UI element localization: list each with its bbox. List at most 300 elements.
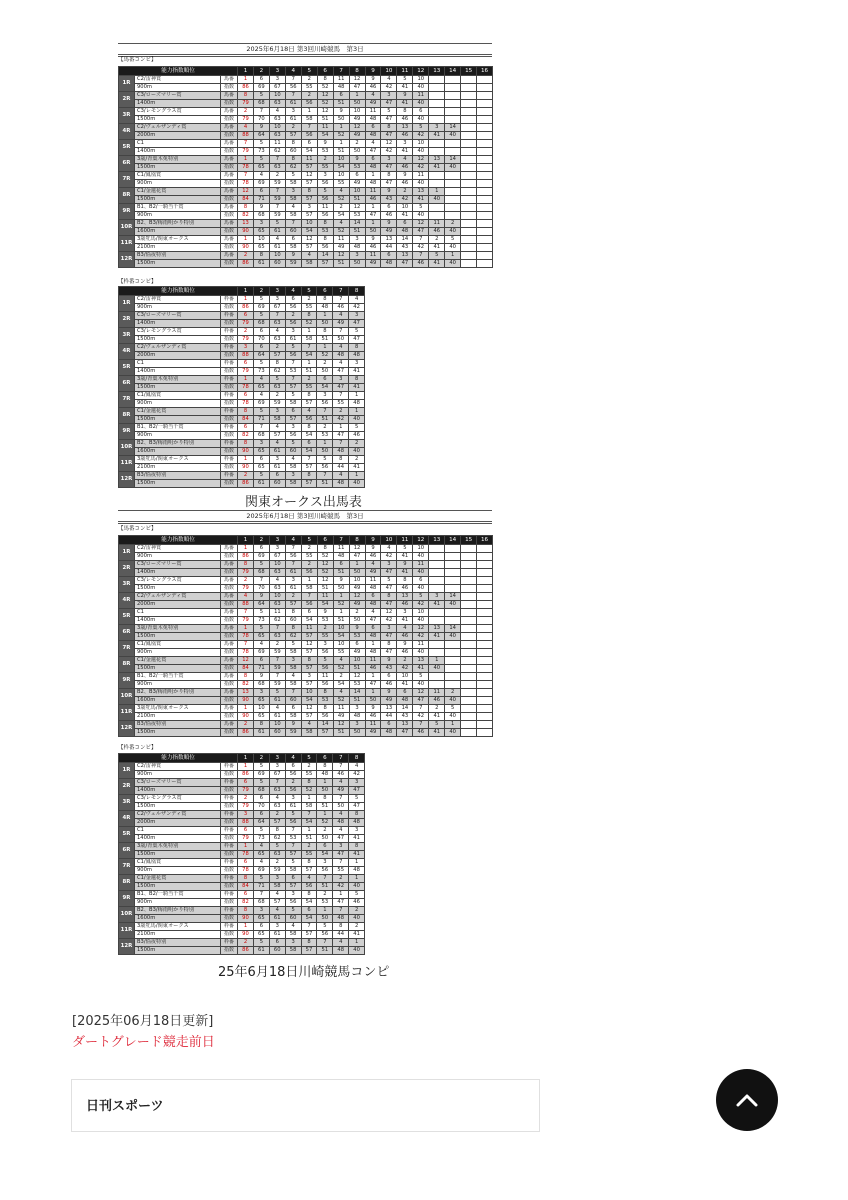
chevron-up-icon [735, 1092, 759, 1108]
row-kind: 馬番 [221, 705, 238, 713]
comp-number: 12 [349, 124, 365, 132]
comp-index [477, 729, 493, 737]
comp-index: 40 [349, 480, 365, 488]
comp-number: 1 [238, 705, 254, 713]
comp-number: 8 [238, 440, 254, 448]
comp-index: 53 [317, 899, 333, 907]
comp-number: 9 [397, 92, 413, 100]
race-row-index [119, 304, 365, 312]
comp-number: 10 [333, 625, 349, 633]
comp-number: 6 [285, 408, 301, 416]
comp-number: 2 [333, 875, 349, 883]
comp-number: 7 [253, 577, 269, 585]
rank-header: 6 [317, 754, 333, 763]
comp-number: 2 [445, 220, 461, 228]
race-name: B2、B3/梅雨明かり特別 [135, 689, 221, 697]
comp-number: 7 [301, 124, 317, 132]
race-number: 2R [119, 312, 135, 328]
rank-header: 8 [349, 287, 365, 296]
race-name: C2/雷神賞 [135, 763, 221, 771]
comp-index: 69 [253, 304, 269, 312]
comp-number: 11 [317, 124, 333, 132]
row-kind: 枠番 [221, 456, 238, 464]
comp-number: 5 [349, 795, 365, 803]
comp-index: 90 [238, 228, 254, 236]
comp-index: 47 [365, 148, 381, 156]
row-kind: 指数 [221, 132, 238, 140]
comp-number [477, 172, 493, 180]
comp-index: 47 [381, 180, 397, 188]
race-distance: 2100m [135, 713, 221, 721]
comp-index: 54 [301, 432, 317, 440]
comp-number: 7 [317, 939, 333, 947]
comp-number: 5 [317, 657, 333, 665]
comp-number: 4 [269, 236, 285, 244]
comp-number: 7 [285, 376, 301, 384]
source-box [71, 1079, 540, 1132]
race-row-number [119, 609, 493, 617]
row-kind: 指数 [221, 947, 238, 955]
comp-number [445, 577, 461, 585]
rank-header: 5 [301, 754, 317, 763]
race-row-index [119, 649, 493, 657]
comp-number: 2 [285, 124, 301, 132]
race-row-number [119, 312, 365, 320]
comp-index: 57 [301, 164, 317, 172]
race-distance: 1400m [135, 100, 221, 108]
comp-number: 5 [269, 843, 285, 851]
comp-index: 47 [381, 601, 397, 609]
comp-number [477, 92, 493, 100]
comp-index: 61 [285, 116, 301, 124]
comp-number: 6 [253, 923, 269, 931]
comp-index: 47 [381, 585, 397, 593]
rank-header: 3 [269, 754, 285, 763]
comp-index: 79 [238, 569, 254, 577]
race-number: 3R [119, 577, 135, 593]
comp-index: 42 [381, 148, 397, 156]
row-kind: 指数 [221, 448, 238, 456]
comp-number: 9 [365, 236, 381, 244]
comp-index [461, 585, 477, 593]
row-kind: 指数 [221, 617, 238, 625]
race-distance: 1500m [135, 633, 221, 641]
comp-index: 61 [285, 336, 301, 344]
comp-index: 56 [285, 432, 301, 440]
comp-index: 71 [253, 665, 269, 673]
race-name: C3/ローズマリー賞 [135, 779, 221, 787]
comp-index: 47 [333, 368, 349, 376]
row-kind: 指数 [221, 601, 238, 609]
comp-index: 51 [333, 617, 349, 625]
comp-index: 41 [429, 729, 445, 737]
comp-number: 4 [381, 545, 397, 553]
race-row-index [119, 617, 493, 625]
comp-number: 4 [269, 440, 285, 448]
comp-number: 3 [253, 907, 269, 915]
comp-index: 65 [253, 851, 269, 859]
comp-number: 6 [269, 472, 285, 480]
comp-number: 3 [349, 312, 365, 320]
comp-number: 8 [317, 328, 333, 336]
comp-index [461, 713, 477, 721]
comp-number: 5 [381, 577, 397, 585]
comp-number: 3 [285, 577, 301, 585]
row-kind: 指数 [221, 212, 238, 220]
comp-number: 1 [317, 907, 333, 915]
comp-index: 40 [445, 244, 461, 252]
comp-index: 57 [301, 633, 317, 641]
comp-number: 8 [317, 76, 333, 84]
row-kind: 指数 [221, 771, 238, 779]
comp-number: 4 [349, 763, 365, 771]
comp-number: 6 [269, 939, 285, 947]
race-name: C1 [135, 609, 221, 617]
comp-number: 7 [285, 827, 301, 835]
row-kind: 馬番 [221, 220, 238, 228]
comp-number [461, 705, 477, 713]
comp-index: 79 [238, 787, 254, 795]
comp-number: 6 [238, 392, 254, 400]
race-row-index [119, 416, 365, 424]
race-number: 9R [119, 673, 135, 689]
comp-index: 79 [238, 100, 254, 108]
race-distance: 1500m [135, 480, 221, 488]
comp-index: 40 [429, 665, 445, 673]
comp-index: 47 [381, 132, 397, 140]
comp-index: 56 [317, 931, 333, 939]
race-row-number [119, 328, 365, 336]
comp-number: 9 [397, 641, 413, 649]
race-name: B1、B2/一騎当千賞 [135, 204, 221, 212]
comp-index: 79 [238, 368, 254, 376]
comp-number: 3 [397, 609, 413, 617]
comp-index: 41 [349, 464, 365, 472]
rank-header: 8 [349, 754, 365, 763]
rank-header: 8 [349, 67, 365, 76]
table-header-label: 能力指数順位 [119, 754, 238, 763]
comp-number: 13 [397, 252, 413, 260]
race-row-number [119, 76, 493, 84]
row-kind: 馬番 [221, 156, 238, 164]
comp-number: 3 [285, 657, 301, 665]
comp-number: 6 [253, 188, 269, 196]
comp-number: 14 [445, 124, 461, 132]
row-kind: 指数 [221, 320, 238, 328]
comp-index: 46 [349, 432, 365, 440]
comp-number: 10 [269, 561, 285, 569]
row-kind: 指数 [221, 116, 238, 124]
comp-index: 82 [238, 432, 254, 440]
comp-index: 55 [317, 633, 333, 641]
comp-number: 5 [381, 108, 397, 116]
race-row-index [119, 132, 493, 140]
comp-number: 7 [285, 689, 301, 697]
race-number: 4R [119, 124, 135, 140]
comp-index: 42 [333, 416, 349, 424]
race-number: 5R [119, 827, 135, 843]
race-number: 10R [119, 220, 135, 236]
comp-number: 7 [253, 891, 269, 899]
race-row-index [119, 771, 365, 779]
comp-number [477, 124, 493, 132]
comp-index: 58 [301, 260, 317, 268]
comp-number: 8 [333, 456, 349, 464]
comp-number: 1 [349, 875, 365, 883]
comp-index: 40 [445, 601, 461, 609]
row-kind: 指数 [221, 697, 238, 705]
comp-index: 53 [285, 835, 301, 843]
rank-header: 15 [461, 536, 477, 545]
comp-number: 5 [397, 545, 413, 553]
row-kind: 馬番 [221, 236, 238, 244]
race-distance: 1400m [135, 617, 221, 625]
comp-index: 51 [349, 228, 365, 236]
comp-number [461, 625, 477, 633]
comp-index: 42 [413, 713, 429, 721]
comp-number: 11 [413, 92, 429, 100]
comp-number [477, 252, 493, 260]
race-row-number [119, 641, 493, 649]
comp-index: 58 [285, 480, 301, 488]
comp-index: 84 [238, 665, 254, 673]
comp-number: 5 [413, 204, 429, 212]
rank-header: 4 [285, 754, 301, 763]
race-distance: 1400m [135, 148, 221, 156]
race-name: B1、B2/一騎当千賞 [135, 424, 221, 432]
row-kind: 指数 [221, 787, 238, 795]
comp-number: 7 [285, 843, 301, 851]
comp-index: 48 [349, 400, 365, 408]
row-kind: 指数 [221, 553, 238, 561]
comp-number: 2 [317, 156, 333, 164]
race-number: 8R [119, 188, 135, 204]
comp-index: 60 [285, 228, 301, 236]
comp-number: 8 [381, 641, 397, 649]
comp-number: 12 [317, 92, 333, 100]
comp-number: 1 [445, 252, 461, 260]
row-kind: 指数 [221, 400, 238, 408]
comp-index: 46 [333, 304, 349, 312]
comp-index: 58 [269, 883, 285, 891]
comp-number: 5 [413, 124, 429, 132]
comp-number: 5 [349, 424, 365, 432]
frame-comp-label-1: 【枠番コンピ】 [118, 279, 157, 285]
comp-number: 8 [381, 593, 397, 601]
comp-number: 13 [238, 689, 254, 697]
comp-number: 11 [365, 577, 381, 585]
race-row-index [119, 803, 365, 811]
comp-index: 69 [253, 84, 269, 92]
comp-index: 79 [238, 585, 254, 593]
comp-index: 67 [269, 84, 285, 92]
comp-index: 48 [333, 915, 349, 923]
race-distance: 1500m [135, 803, 221, 811]
race-distance: 2000m [135, 132, 221, 140]
comp-index: 40 [413, 569, 429, 577]
comp-index: 56 [317, 180, 333, 188]
comp-number: 6 [253, 456, 269, 464]
comp-index: 55 [317, 164, 333, 172]
row-kind: 枠番 [221, 875, 238, 883]
race-row-index [119, 713, 493, 721]
comp-number: 4 [253, 376, 269, 384]
race-number: 7R [119, 859, 135, 875]
table-header-label: 能力指数順位 [119, 67, 238, 76]
comp-index: 51 [317, 480, 333, 488]
comp-index: 48 [349, 867, 365, 875]
row-kind: 指数 [221, 729, 238, 737]
horse-comp-label-1: 【馬番コンピ】 [118, 57, 157, 63]
comp-index [477, 601, 493, 609]
row-kind: 馬番 [221, 92, 238, 100]
comp-number: 5 [285, 811, 301, 819]
comp-number: 5 [285, 172, 301, 180]
comp-number [477, 204, 493, 212]
comp-index: 51 [317, 585, 333, 593]
comp-index: 71 [253, 416, 269, 424]
comp-index: 73 [253, 148, 269, 156]
comp-number: 8 [301, 859, 317, 867]
comp-index: 54 [333, 212, 349, 220]
comp-number: 5 [253, 472, 269, 480]
comp-index: 61 [269, 697, 285, 705]
comp-index [477, 633, 493, 641]
row-kind: 指数 [221, 633, 238, 641]
comp-number: 7 [333, 907, 349, 915]
comp-index: 61 [269, 713, 285, 721]
comp-index: 57 [301, 665, 317, 673]
comp-number: 7 [269, 673, 285, 681]
comp-number: 11 [365, 721, 381, 729]
back-to-top-button[interactable] [716, 1069, 778, 1131]
race-number: 8R [119, 657, 135, 673]
race-distance: 1500m [135, 947, 221, 955]
comp-number: 8 [253, 721, 269, 729]
comp-index: 41 [397, 681, 413, 689]
row-kind: 枠番 [221, 795, 238, 803]
comp-index: 79 [238, 835, 254, 843]
article-link[interactable]: ダートグレード競走前日 [72, 1035, 215, 1050]
comp-number: 1 [445, 721, 461, 729]
race-number: 11R [119, 456, 135, 472]
comp-number [461, 140, 477, 148]
comp-index: 86 [238, 771, 254, 779]
comp-index: 57 [301, 196, 317, 204]
row-kind: 指数 [221, 228, 238, 236]
comp-number: 5 [253, 140, 269, 148]
comp-number: 12 [333, 252, 349, 260]
comp-index: 65 [253, 931, 269, 939]
comp-index: 63 [269, 100, 285, 108]
comp-index: 90 [238, 915, 254, 923]
comp-number: 2 [301, 76, 317, 84]
comp-number: 2 [317, 891, 333, 899]
race-row-number [119, 408, 365, 416]
comp-number: 4 [253, 843, 269, 851]
comp-index: 44 [381, 713, 397, 721]
comp-index: 50 [333, 336, 349, 344]
race-distance: 900m [135, 304, 221, 312]
comp-number: 6 [285, 236, 301, 244]
comp-number [477, 689, 493, 697]
comp-index: 48 [365, 180, 381, 188]
comp-number: 12 [413, 220, 429, 228]
comp-index: 58 [285, 867, 301, 875]
comp-number: 1 [238, 236, 254, 244]
comp-index [477, 569, 493, 577]
comp-number: 4 [301, 252, 317, 260]
comp-number [429, 92, 445, 100]
comp-index [461, 212, 477, 220]
comp-number: 6 [285, 763, 301, 771]
comp-index: 62 [285, 633, 301, 641]
row-kind: 馬番 [221, 657, 238, 665]
row-kind: 枠番 [221, 424, 238, 432]
comp-index: 58 [285, 180, 301, 188]
comp-number: 10 [269, 124, 285, 132]
comp-number: 10 [413, 609, 429, 617]
comp-index: 84 [238, 196, 254, 204]
comp-index: 64 [253, 601, 269, 609]
comp-index: 55 [301, 771, 317, 779]
comp-number [429, 609, 445, 617]
comp-number [429, 76, 445, 84]
comp-index [429, 100, 445, 108]
comp-number: 2 [238, 721, 254, 729]
comp-number: 1 [365, 689, 381, 697]
comp-index: 52 [317, 352, 333, 360]
comp-index: 44 [333, 464, 349, 472]
comp-number: 3 [285, 328, 301, 336]
comp-number: 12 [317, 108, 333, 116]
comp-number: 6 [238, 827, 254, 835]
comp-index: 56 [285, 84, 301, 92]
comp-number: 3 [429, 124, 445, 132]
rank-header: 2 [253, 536, 269, 545]
row-kind: 枠番 [221, 312, 238, 320]
comp-number [461, 689, 477, 697]
comp-index: 68 [253, 681, 269, 689]
comp-index: 60 [285, 148, 301, 156]
comp-index: 50 [349, 569, 365, 577]
comp-number: 1 [365, 204, 381, 212]
rank-header: 6 [317, 536, 333, 545]
comp-number: 7 [413, 705, 429, 713]
comp-number: 4 [285, 204, 301, 212]
race-number: 12R [119, 472, 135, 488]
comp-number: 4 [285, 923, 301, 931]
race-row-number [119, 236, 493, 244]
comp-index: 41 [397, 569, 413, 577]
comp-number: 8 [301, 657, 317, 665]
race-number: 5R [119, 360, 135, 376]
row-kind: 指数 [221, 336, 238, 344]
comp-index: 53 [317, 697, 333, 705]
comp-number: 2 [238, 108, 254, 116]
table-header-row [119, 67, 493, 76]
comp-index: 40 [445, 697, 461, 705]
comp-number [461, 92, 477, 100]
comp-index: 78 [238, 633, 254, 641]
image-caption-comp: 25年6月18日川崎競馬コンピ [218, 965, 390, 980]
race-number: 5R [119, 140, 135, 156]
comp-index [429, 681, 445, 689]
race-row-index [119, 601, 493, 609]
race-number: 4R [119, 593, 135, 609]
comp-number: 10 [333, 641, 349, 649]
comp-index: 58 [285, 196, 301, 204]
